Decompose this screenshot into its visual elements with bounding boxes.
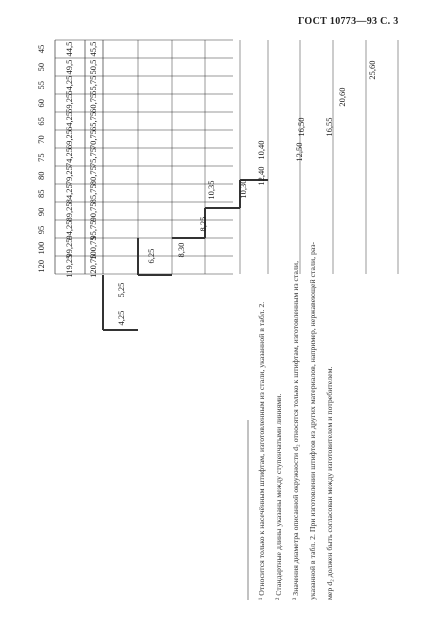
row-d-value: 120 <box>35 259 46 273</box>
row-c1-value: 119,25 <box>63 254 74 278</box>
extra-value: 16,50 <box>295 117 306 137</box>
extra-value: 25,60 <box>366 60 377 80</box>
row-c1-value: 74,25 <box>63 148 74 168</box>
footnote-line: ¹ Относится только к насечённым штифтам, изготовленным из стали, указанной в табл. 2. <box>256 301 266 600</box>
row-c1-value: 84,25 <box>63 184 74 204</box>
row-c2-value: 70,75 <box>87 129 98 150</box>
row-c2-value: 55,75 <box>87 75 98 95</box>
footnote-line: указанной в табл. 2. При изготовлении штифтов из других материалов, например, нержавеющей стали, раз- <box>307 241 317 600</box>
row-c2-value: 65,75 <box>87 111 98 131</box>
footnote-line: мер d₂ должен быть согласован между изготовителем и потребителем. <box>324 366 334 600</box>
row-c1-value: 79,25 <box>63 166 74 186</box>
row-d-value: 95 <box>35 225 46 235</box>
row-d-value: 85 <box>35 189 46 199</box>
row-c1-value: 69,25 <box>63 129 74 150</box>
row-c2-value: 50,5 <box>87 59 98 75</box>
table-text <box>36 42 377 326</box>
row-d-value: 65 <box>35 117 46 126</box>
row-c2-value: 60,75 <box>87 93 98 113</box>
row-d-value: 60 <box>35 99 46 108</box>
row-c1-value: 54,25 <box>63 75 74 95</box>
footnotes <box>257 242 334 600</box>
row-d-value: 70 <box>35 135 46 144</box>
row-c1-value: 64,25 <box>63 111 74 131</box>
row-c2-value: 80,75 <box>87 166 98 186</box>
footnote-line: ² Стандартные длины указаны между ступенчатыми линиями. <box>273 393 283 600</box>
row-c2-value: 45,5 <box>87 41 98 57</box>
row-c2-value: 95,75 <box>87 220 98 240</box>
row-c1-value: 99,25 <box>63 238 74 258</box>
extra-value: 10,35 <box>205 180 216 200</box>
extra-value: 6,25 <box>145 248 156 264</box>
page-header: ГОСТ 10773—93 С. 3 <box>298 16 399 27</box>
row-c1-value: 59,25 <box>63 93 74 113</box>
row-d-value: 80 <box>35 171 46 180</box>
row-d-value: 55 <box>35 80 46 90</box>
row-c2-value: 120,75 <box>87 254 98 278</box>
row-c2-value: 100,75 <box>87 236 98 260</box>
extra-value: 8,30 <box>175 242 186 258</box>
table-grid <box>55 40 398 600</box>
footnote-line: ³ Значения диаметра описанной окружности d₂ относятся только к штифтам, изготовленным из стали, <box>290 260 300 600</box>
row-d-value: 100 <box>35 241 46 255</box>
row-d-value: 45 <box>35 44 46 54</box>
row-c1-value: 44,5 <box>63 41 74 57</box>
row-c2-value: 75,75 <box>87 148 98 168</box>
extra-value: 10,40 <box>255 140 266 160</box>
extra-value: 10,30 <box>237 179 248 199</box>
extra-value: 12,40 <box>255 166 266 186</box>
row-c1-value: 89,25 <box>63 202 74 222</box>
extra-value: 8,25 <box>197 216 208 232</box>
extra-value: 5,25 <box>115 282 126 298</box>
row-d-value: 90 <box>35 207 46 217</box>
extra-value: 12,50 <box>293 142 304 162</box>
row-c2-value: 85,75 <box>87 184 98 204</box>
row-c1-value: 94,25 <box>63 220 74 240</box>
row-d-value: 50 <box>35 62 46 72</box>
extra-value: 16,55 <box>323 117 334 137</box>
extra-value: 4,25 <box>115 310 126 326</box>
row-d-value: 75 <box>35 153 46 162</box>
extra-value: 20,60 <box>336 87 347 107</box>
row-c2-value: 90,75 <box>87 202 98 222</box>
row-c1-value: 49,5 <box>63 59 74 75</box>
